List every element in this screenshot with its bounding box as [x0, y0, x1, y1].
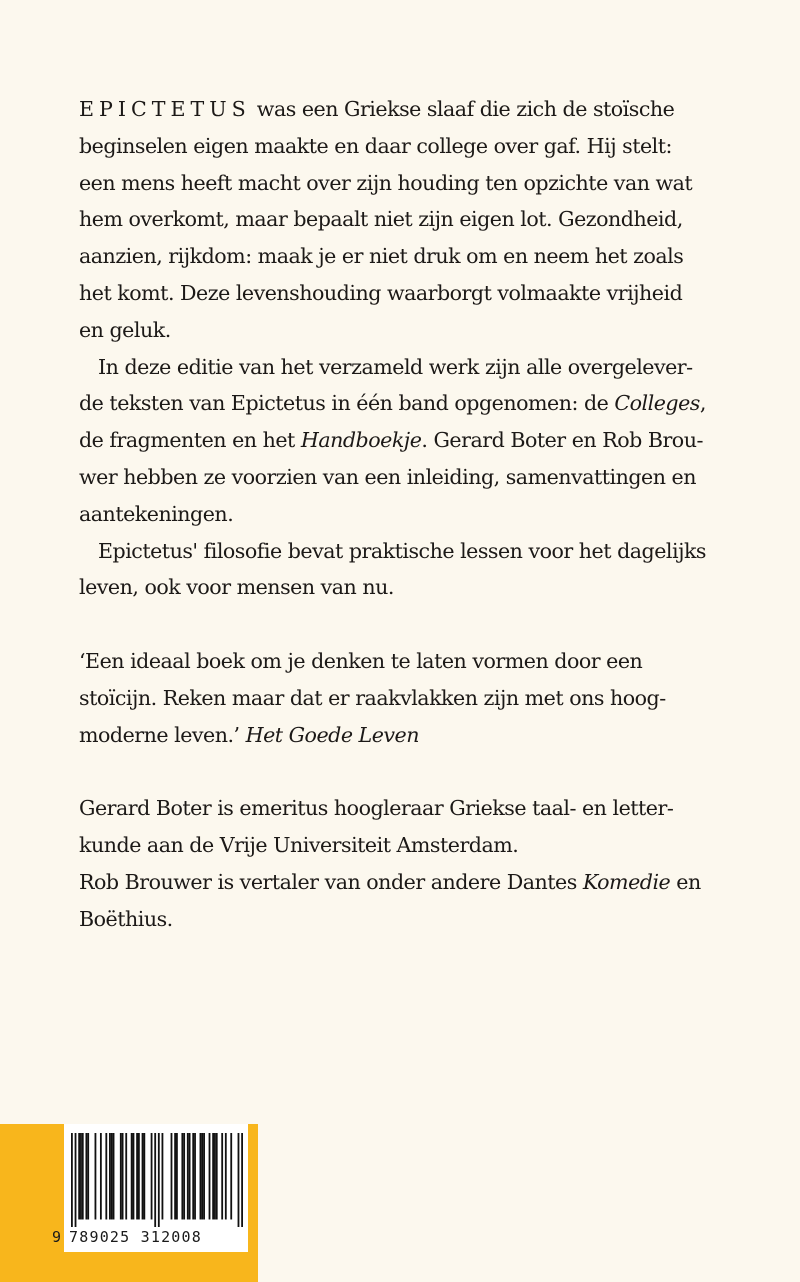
barcode-bar: [85, 1133, 87, 1219]
barcode-bar: [189, 1133, 191, 1219]
title-komedie: Komedie: [582, 869, 671, 894]
barcode-bar: [82, 1133, 84, 1219]
authors-line-4: Boëthius.: [79, 906, 173, 931]
barcode-bar: [241, 1133, 243, 1227]
barcode-bars: [71, 1133, 243, 1227]
barcode-bar: [154, 1133, 156, 1227]
intro-line-4: hem overkomt, maar bepaalt niet zijn eigen lot. Gezondheid,: [79, 207, 683, 232]
barcode-bar: [78, 1133, 80, 1219]
author-name-caps: EPICTETUS: [79, 97, 251, 121]
barcode-bar: [142, 1133, 144, 1219]
barcode-bar: [214, 1133, 216, 1219]
intro-line-6: het komt. Deze levenshouding waarborgt volmaakte vrijheid: [79, 280, 683, 305]
intro-line-3: een mens heeft macht over zijn houding ten opzichte van wat: [79, 170, 693, 195]
barcode-lead-digit: 9: [52, 1228, 62, 1246]
barcode-bar: [71, 1133, 73, 1227]
intro-line-2: beginselen eigen maakte en daar college over gaf. Hij stelt:: [79, 133, 672, 158]
philosophy-line-1: Epictetus' filosofie bevat praktische lessen voor het dagelijks: [98, 538, 707, 563]
barcode-bar: [138, 1133, 140, 1219]
barcode-bar: [162, 1133, 164, 1219]
barcode-bar: [212, 1133, 214, 1219]
barcode-bar: [192, 1133, 194, 1219]
barcode-bar: [176, 1133, 178, 1219]
intro-line-1: EPICTETUS was een Griekse slaaf die zich de stoïsche: [79, 97, 675, 121]
intro-line-5: aanzien, rijkdom: maak je er niet druk om en neem het zoals: [79, 244, 684, 269]
barcode-bar: [151, 1133, 153, 1219]
barcode-bar: [209, 1133, 211, 1219]
barcode-bar: [194, 1133, 196, 1219]
title-colleges: Colleges: [614, 391, 700, 416]
barcode-bar: [75, 1133, 77, 1227]
barcode-bar: [122, 1133, 124, 1219]
barcode-bar: [171, 1133, 173, 1219]
barcode-bar: [100, 1133, 102, 1219]
edition-line-1: In deze editie van het verzameld werk zijn alle overgelever-: [98, 354, 693, 379]
edition-line-3: de fragmenten en het Handboekje. Gerard Boter en Rob Brou-: [79, 428, 703, 453]
barcode-bar: [80, 1133, 82, 1219]
paragraph-gap: [79, 753, 719, 790]
barcode-bar: [183, 1133, 185, 1219]
authors-line-2: kunde aan de Vrije Universiteit Amsterdam.: [79, 832, 519, 857]
review-source: Het Goede Leven: [245, 722, 420, 747]
barcode-bar: [203, 1133, 205, 1219]
barcode: [52, 1124, 248, 1252]
barcode-bar: [225, 1133, 227, 1219]
edition-line-5: aantekeningen.: [79, 501, 234, 526]
barcode-bar: [113, 1133, 115, 1219]
barcode-bar: [221, 1133, 223, 1219]
authors-line-1: Gerard Boter is emeritus hoogleraar Griekse taal- en letter-: [79, 796, 674, 821]
barcode-bar: [143, 1133, 145, 1219]
barcode-bar: [181, 1133, 183, 1219]
authors-line-3: Rob Brouwer is vertaler van onder andere Dantes Komedie en: [79, 869, 701, 894]
barcode-bar: [238, 1133, 240, 1227]
barcode-bar: [174, 1133, 176, 1219]
edition-line-2: de teksten van Epictetus in één band opgenomen: de Colleges,: [79, 391, 706, 416]
barcode-bar: [105, 1133, 107, 1219]
paragraph-gap: [79, 606, 719, 643]
barcode-bar: [200, 1133, 202, 1219]
barcode-bar: [158, 1133, 160, 1227]
barcode-bar: [230, 1133, 232, 1219]
barcode-bar: [216, 1133, 218, 1219]
title-handboekje: Handboekje: [300, 428, 422, 453]
barcode-panel: [0, 1124, 258, 1282]
philosophy-line-2: leven, ook voor mensen van nu.: [79, 575, 394, 600]
review-line-3: moderne leven.’ Het Goede Leven: [79, 722, 420, 747]
barcode-bar: [131, 1133, 133, 1219]
barcode-number: 789025 312008: [69, 1228, 202, 1246]
intro-line-7: en geluk.: [79, 317, 171, 342]
barcode-bar: [87, 1133, 89, 1219]
barcode-bar: [120, 1133, 122, 1219]
barcode-bar: [95, 1133, 97, 1219]
barcode-bar: [111, 1133, 113, 1219]
barcode-bar: [136, 1133, 138, 1219]
review-line-1: ‘Een ideaal boek om je denken te laten vormen door een: [79, 648, 643, 673]
edition-line-4: wer hebben ze voorzien van een inleiding, samenvattingen en: [79, 464, 697, 489]
barcode-bar: [109, 1133, 111, 1219]
barcode-bar: [187, 1133, 189, 1219]
back-cover-text: [79, 91, 719, 937]
review-line-2: stoïcijn. Reken maar dat er raakvlakken zijn met ons hoog-: [79, 685, 666, 710]
barcode-bar: [125, 1133, 127, 1219]
barcode-bar: [133, 1133, 135, 1219]
barcode-bar: [201, 1133, 203, 1219]
